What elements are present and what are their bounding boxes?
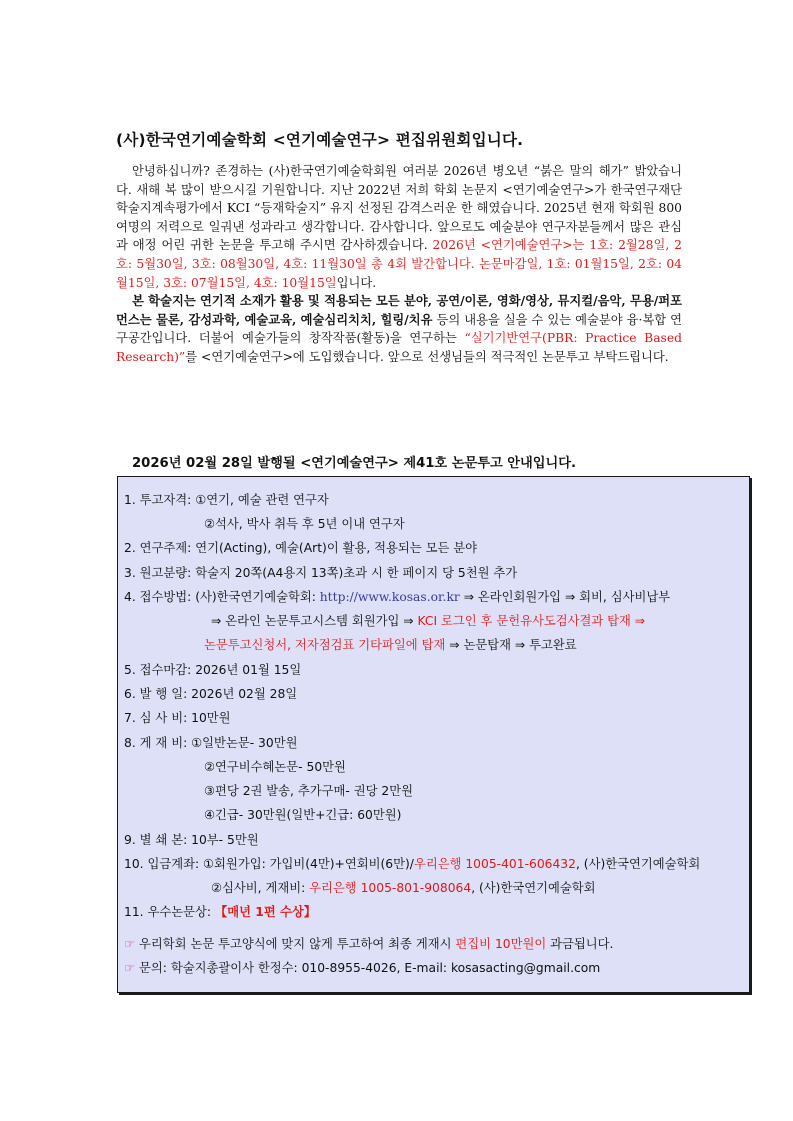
intro-p2-end: 를 <연기예술연구>에 도입했습니다. 앞으로 선생님들의 적극적인 논문투고 부탁드립니다. (185, 349, 669, 364)
item-value: ①연기, 예술 관련 연구자 (195, 493, 329, 507)
item-publication-fee (124, 733, 297, 751)
item-review-fee: 7. 심 사 비: 10만원 (124, 711, 231, 725)
item-value: ①일반논문- 30만원 (191, 736, 298, 750)
kosas-website-link[interactable]: http://www.kosas.or.kr (319, 590, 460, 604)
item-deadline: 5. 접수마감: 2026년 01월 15일 (124, 663, 302, 677)
item-offprint: 9. 별 쇄 본: 10부- 5만원 (124, 833, 259, 847)
item-label: 1. 투고자격: (124, 493, 196, 507)
item-eligibility (124, 490, 329, 508)
item-value: ⇒ 온라인회원가입 ⇒ 회비, 심사비납부 (459, 590, 671, 604)
account-number-2: 우리은행 1005-801-908064 (309, 881, 472, 895)
item-method (124, 587, 670, 605)
intro-paragraph-2 (116, 292, 682, 366)
pbr-highlight: “실기기반연구(PBR: Practice Based Research)” (116, 331, 682, 364)
note-format (124, 934, 613, 952)
page-title: (사)한국연기예술학회 <연기예술연구> 편집위원회입니다. (116, 131, 524, 149)
item-value: 10. 입금계좌: ①회원가입: 가입비(4만)+연회비(6만)/ (124, 857, 414, 871)
intro-p2-text: 등의 내용을 실을 수 있는 예술분야 융·복합 연구공간입니다. 더불어 예술가들의 창작작품(활동)을 연구하는 (116, 312, 683, 346)
submission-guide-box (117, 476, 750, 993)
note-text-end: 과금됩니다. (546, 937, 614, 951)
account-holder: , (사)한국연기예술학회 (471, 881, 596, 895)
intro-paragraph-1 (116, 162, 682, 292)
item-publication-fee-3: ③편당 2권 발송, 추가구매- 권당 2만원 (204, 784, 413, 798)
item-method-2 (211, 611, 645, 629)
item-length: 3. 원고분량: 학술지 20쪽(A4용지 13쪽)초과 시 한 페이지 당 5천원 추가 (124, 566, 518, 580)
item-account (124, 854, 700, 872)
item-label: 4. 접수방법: (사)한국연기예술학회: (124, 590, 320, 604)
account-number-1: 우리은행 1005-401-606432 (413, 857, 576, 871)
kci-step: KCI 로그인 후 문헌유사도검사결과 탑재 ⇒ (417, 614, 646, 628)
journal-scope: 본 학술지는 연기적 소재가 활용 및 적용되는 모든 분야, 공연/이론, 영화/영상, 뮤지컬/음악, 무용/퍼포먼스는 물론, 감성과학, 예술교육, 예술심리치치, 힐링/치유 (116, 293, 682, 327)
editing-fee: 편집비 10만원이 (455, 937, 547, 951)
intro-p1-end: 입니다. (336, 275, 377, 290)
item-method-3 (204, 635, 577, 653)
award-info: 【매년 1편 수상】 (214, 905, 317, 919)
pointing-hand-icon: ☞ (124, 961, 136, 975)
item-publish-date: 6. 발 행 일: 2026년 02월 28일 (124, 687, 298, 701)
note-contact (124, 958, 600, 976)
item-eligibility-2: ②석사, 박사 취득 후 5년 이내 연구자 (204, 517, 405, 531)
submission-notice-title: 2026년 02월 28일 발행될 <연기예술연구> 제41호 논문투고 안내입니다. (132, 456, 577, 471)
item-award (124, 902, 316, 920)
intro-text (116, 162, 682, 367)
note-text: 우리학회 논문 투고양식에 맞지 않게 투고하여 최종 게재시 (139, 937, 456, 951)
item-publication-fee-2: ②연구비수혜논문- 50만원 (204, 760, 346, 774)
account-holder: , (사)한국연기예술학회 (575, 857, 701, 871)
contact-info: 문의: 학술지총괄이사 한정수: 010-8955-4026, E-mail: kosasacting@gmail.com (139, 961, 601, 975)
item-label: 8. 게 재 비: (124, 736, 192, 750)
upload-step: 논문투고신청서, 저자점검표 기타파일에 탑재 (204, 638, 446, 652)
pointing-hand-icon: ☞ (124, 937, 136, 951)
item-account-2 (211, 878, 596, 896)
item-value: ⇒ 온라인 논문투고시스템 회원가입 ⇒ (211, 614, 418, 628)
publication-schedule: 2026년 <연기예술연구>는 1호: 2월28일, 2호: 5월30일, 3호: 08월30일, 4호: 11월30일 총 4회 발간합니다. 논문마감일, 1호: 01월15일, 2호: 04월15일, 3호: 07월15일, 4호: 10월15일 (116, 238, 682, 290)
item-value: ⇒ 논문탑재 ⇒ 투고완료 (445, 638, 577, 652)
item-label: 11. 우수논문상: (124, 905, 215, 919)
item-topic: 2. 연구주제: 연기(Acting), 예술(Art)이 활용, 적용되는 모든 분야 (124, 541, 478, 555)
item-value: ②심사비, 게재비: (211, 881, 310, 895)
item-publication-fee-4: ④긴급- 30만원(일반+긴급: 60만원) (204, 808, 402, 822)
intro-p1-text: 안녕하십니까? 존경하는 (사)한국연기예술학회원 여러분 2026년 병오년 “붉은 말의 해가” 밝았습니다. 새해 복 많이 받으시길 기원합니다. 지난 2022년 저희 학회 논문지 <연기예술연구>가 한국연구재단 학술지계속평가에서 KCI “등재학술지” 유지 선정된 감격스러운 한 해였습니다. 2025년 현재 학회원 800여명의 저력으로 일궈낸 성과라고 생각합니다. 감사합니다. 앞으로도 예술분야 연구자분들께서 많은 관심과 애정 어린 귀한 논문을 투고해 주시면 감사하겠습니다. (116, 164, 682, 253)
